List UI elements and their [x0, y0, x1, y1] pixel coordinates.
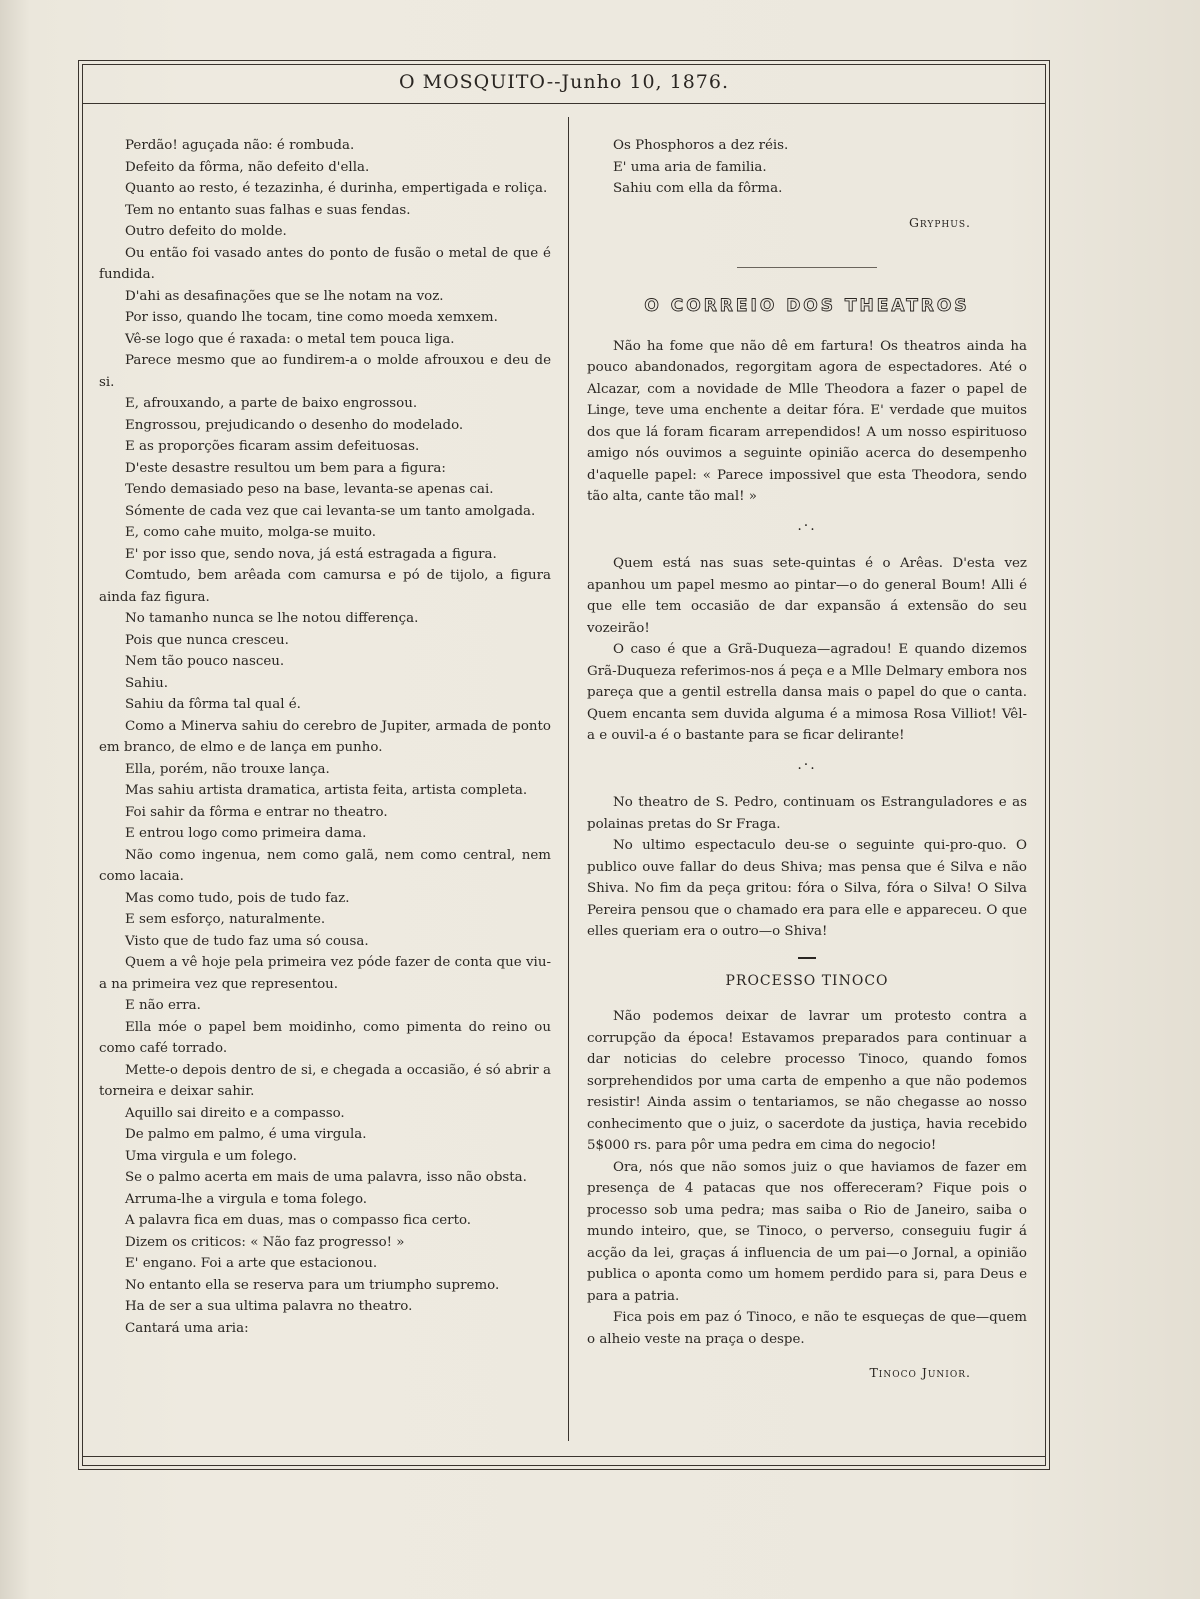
text-line: Pois que nunca cresceu. [125, 632, 289, 648]
text-line: E, como cahe muito, molga-se muito. [125, 525, 376, 540]
section-correio-body [587, 336, 1027, 508]
text-line: Sahiu da fôrma tal qual é. [125, 697, 301, 712]
text-line: Os Phosphoros a dez réis. [613, 138, 789, 153]
paragraph: Fica pois em paz ó Tinoco, e não te esqueças de que—quem o alheio veste na praça o despe. [587, 1310, 1027, 1347]
paragraph: Quem está nas suas sete-quintas é o Arêas. D'esta vez apanhou um papel mesmo ao pintar—o do general Boum! Alli é que elle tem occasião de dar expansão á extensão do seu vozeirão! [587, 556, 1027, 636]
paragraph: No ultimo espectaculo deu-se o seguinte qui-pro-quo. O publico ouve fallar do deus Shiva; mas pensa que é Silva e não Shiva. No fim da peça gritou: fóra o Silva, fóra o Silva! O Silva Pereira pensou que o chamado era para elle e appareceu. O que elles queriam era o outro—o Shiva! [587, 838, 1027, 939]
bottom-rule [83, 1456, 1045, 1457]
opening-lines [587, 135, 1027, 200]
paragraph: O caso é que a Grã-Duqueza—agradou! E quando dizemos Grã-Duqueza referimos-nos á peça e a Mlle Delmary embora nos pareça que a gentil estrella dansa mais o papel do que o canta. Quem encanta sem duvida alguma é a mimosa Rosa Villiot! Vêl-a e ouvil-a é o bastante para se ficar delirante! [587, 642, 1027, 743]
asterism: .·. [797, 756, 817, 773]
text-line: Uma virgula e um folego. [125, 1148, 297, 1164]
paragraph: No theatro de S. Pedro, continuam os Estranguladores e as polainas pretas do Sr Fraga. [587, 795, 1027, 832]
page-frame [82, 64, 1046, 1466]
text-line: Visto que de tudo faz uma só cousa. [125, 933, 369, 949]
text-line: Ou então foi vasado antes do ponto de fusão o metal de que é fundida. [99, 245, 551, 282]
text-line: E' uma aria de familia. [613, 159, 767, 175]
text-line: E' engano. Foi a arte que estacionou. [125, 1256, 378, 1271]
text-line: E as proporções ficaram assim defeituosas. [125, 439, 420, 454]
text-line: Sómente de cada vez que cai levanta-se um tanto amolgada. [125, 503, 536, 519]
text-line: Aquillo sai direito e a compasso. [125, 1105, 345, 1121]
page-header: O MOSQUITO--Junho 10, 1876. [399, 71, 729, 93]
section-correio-body-2 [587, 553, 1027, 747]
right-column [587, 135, 1027, 1384]
left-column [99, 135, 551, 1339]
paragraph: Não podemos deixar de lavrar um protesto contra a corrupção da época! Estavamos preparados para continuar a dar noticias do celebre processo Tinoco, quando fomos sorprehendidos por uma carta de empenho a que não podemos resistir! Ainda assim o tentariamos, se não chegasse ao nosso conhecimento que o juiz, o sacerdote da justiça, havia recebido 5$000 rs. para pôr uma pedra em cima do negocio! [587, 1009, 1027, 1153]
text-line: Tem no entanto suas falhas e suas fendas. [125, 202, 411, 218]
text-line: Ha de ser a sua ultima palavra no theatro. [125, 1299, 413, 1314]
text-line: De palmo em palmo, é uma virgula. [125, 1127, 367, 1142]
text-line: Cantará uma aria: [125, 1320, 249, 1336]
text-line: Defeito da fôrma, não defeito d'ella. [125, 159, 370, 175]
text-line: Se o palmo acerta em mais de uma palavra, isso não obsta. [125, 1170, 527, 1185]
text-line: No tamanho nunca se lhe notou differença. [125, 611, 419, 626]
text-line: A palavra fica em duas, mas o compasso fica certo. [125, 1213, 472, 1228]
text-line: Engrossou, prejudicando o desenho do modelado. [125, 417, 464, 433]
text-line: Tendo demasiado peso na base, levanta-se apenas cai. [125, 482, 494, 497]
text-line: Como a Minerva sahiu do cerebro de Jupiter, armada de ponto em branco, de elmo e de lança em punho. [99, 718, 551, 755]
text-line: Comtudo, bem arêada com camursa e pó de tijolo, a figura ainda faz figura. [99, 568, 551, 605]
column-divider [568, 117, 569, 1441]
paragraph: Não ha fome que não dê em fartura! Os theatros ainda ha pouco abandonados, regorgitam agora de espectadores. Até o Alcazar, com a novidade de Mlle Theodora a fazer o papel de Linge, teve uma enchente a deitar fóra. E' verdade que muitos dos que lá foram ficaram arrependidos! A um nosso espirituoso amigo nós ouvimos a seguinte opinião acerca do desempenho d'aquelle papel: « Parece impossivel que esta Theodora, sendo tão alta, cante tão mal! » [587, 338, 1027, 504]
section-processo-body [587, 1006, 1027, 1350]
text-line: E não erra. [125, 998, 201, 1013]
text-line: Dizem os criticos: « Não faz progresso! » [125, 1234, 405, 1250]
text-line: Foi sahir da fôrma e entrar no theatro. [125, 804, 388, 820]
section-title-processo: PROCESSO TINOCO [725, 972, 889, 989]
asterism: .·. [797, 517, 817, 534]
text-line: Mas sahiu artista dramatica, artista feita, artista completa. [125, 783, 528, 798]
section-dash [798, 957, 816, 959]
text-line: Vê-se logo que é raxada: o metal tem pouca liga. [125, 331, 455, 347]
header-rule [83, 103, 1045, 104]
text-line: D'ahi as desafinações que se lhe notam na voz. [125, 288, 444, 304]
text-line: E, afrouxando, a parte de baixo engrossou. [125, 396, 418, 411]
text-line: Não como ingenua, nem como galã, nem como central, nem como lacaia. [99, 847, 551, 884]
paragraph: Ora, nós que não somos juiz o que haviamos de fazer em presença de 4 patacas que nos offereceram? Fique pois o processo sob uma pedra; mas saiba o Rio de Janeiro, saiba o mundo inteiro, que, se Tinoco, o perverso, conseguiu fugir á acção da lei, graças á influencia de um pai—o Jornal, a opinião publica o aponta como um homem perdido para si, para Deus e para a patria. [587, 1159, 1027, 1304]
text-line: Por isso, quando lhe tocam, tine como moeda xemxem. [125, 310, 498, 325]
text-line: Sahiu com ella da fôrma. [613, 181, 783, 196]
text-line: Parece mesmo que ao fundirem-a o molde afrouxou e deu de si. [99, 353, 551, 390]
text-line: Outro defeito do molde. [125, 224, 287, 239]
text-line: Ella, porém, não trouxe lança. [125, 761, 330, 777]
signature-tinoco-junior: Tinoco Junior. [869, 1365, 971, 1380]
text-line: Mette-o depois dentro de si, e chegada a occasião, é só abrir a torneira e deixar sahir. [99, 1062, 551, 1099]
text-line: Nem tão pouco nasceu. [125, 654, 285, 669]
text-line: E' por isso que, sendo nova, já está estragada a figura. [125, 546, 497, 562]
text-line: Arruma-lhe a virgula e toma folego. [125, 1191, 368, 1207]
section-title-correio: O CORREIO DOS THEATROS [644, 296, 970, 316]
text-line: Sahiu. [125, 675, 168, 691]
text-line: Quem a vê hoje pela primeira vez póde fazer de conta que viu-a na primeira vez que representou. [99, 955, 551, 992]
signature-gryphus: Gryphus. [908, 214, 971, 230]
text-line: Mas como tudo, pois de tudo faz. [125, 890, 350, 906]
text-line: Ella móe o papel bem moidinho, como pimenta do reino ou como café torrado. [99, 1019, 551, 1056]
text-line: Perdão! aguçada não: é rombuda. [125, 138, 355, 153]
text-line: D'este desastre resultou um bem para a figura: [125, 460, 446, 476]
text-line: Quanto ao resto, é tezazinha, é durinha, empertigada e roliça. [125, 181, 548, 196]
section-separator [737, 267, 877, 268]
text-line: No entanto ella se reserva para um triumpho supremo. [125, 1277, 500, 1293]
text-line: E sem esforço, naturalmente. [125, 912, 326, 927]
text-line: E entrou logo como primeira dama. [125, 826, 367, 841]
section-correio-body-3 [587, 792, 1027, 943]
